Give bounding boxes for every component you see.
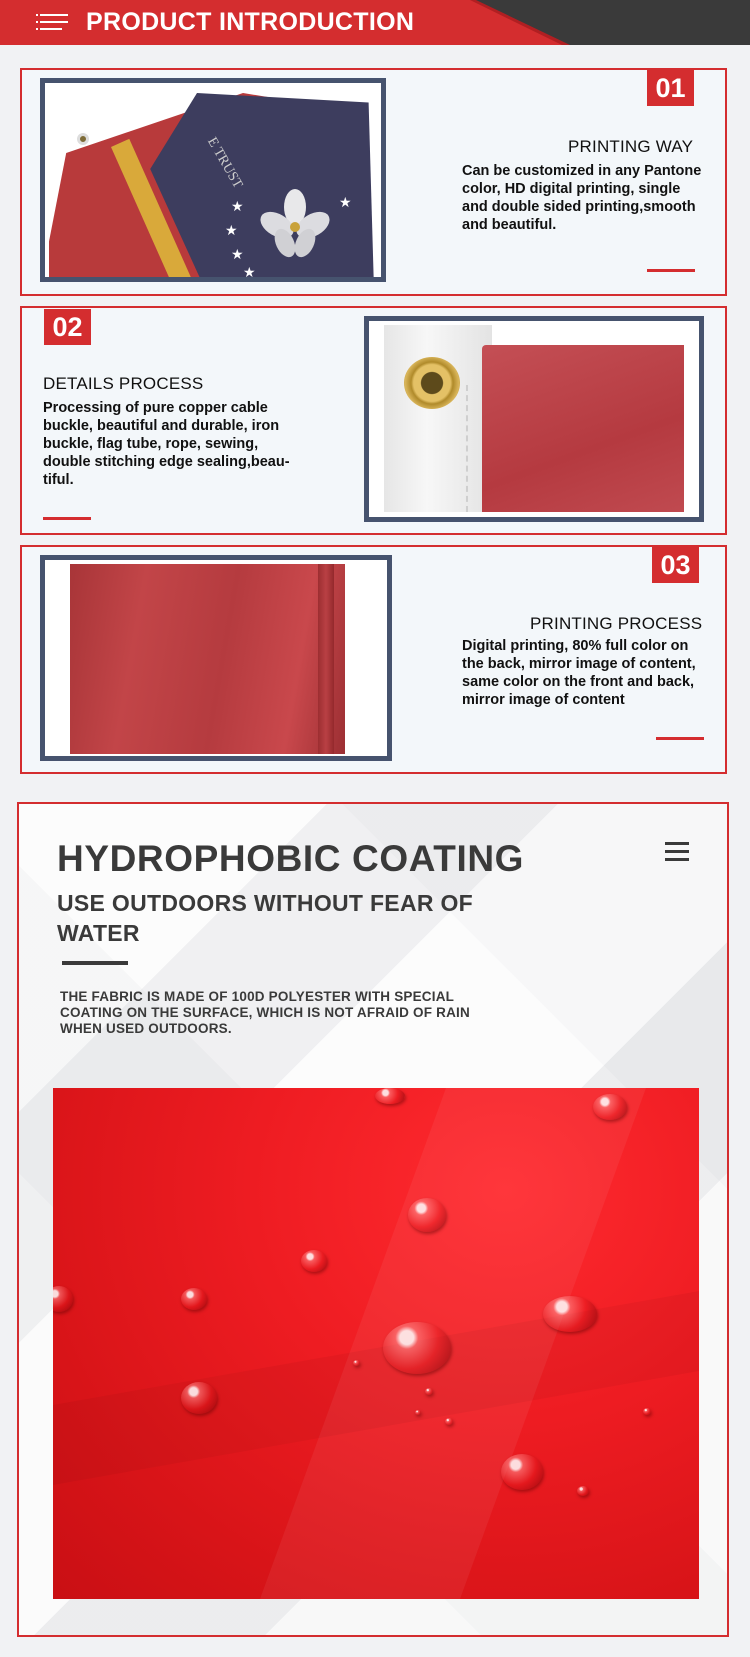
card-heading: DETAILS PROCESS: [43, 374, 204, 393]
page-title: PRODUCT INTRODUCTION: [86, 8, 415, 36]
card-description: Can be customized in any Pantone color, HD digital printing, single and double sided printing,smooth and beautiful.: [462, 163, 702, 233]
card-accent-line: [656, 737, 704, 740]
feature-card-details-process: [20, 306, 727, 535]
page-header: [0, 0, 750, 45]
section-title: HYDROPHOBIC COATING: [57, 838, 525, 879]
water-droplets-on-red-fabric-photo: [53, 1088, 699, 1599]
step-number-badge: 01: [647, 70, 694, 106]
card-accent-line: [43, 517, 91, 520]
grommet-detail-photo: [364, 316, 704, 522]
feature-card-printing-way: [20, 68, 727, 296]
card-description: Digital printing, 80% full color on the back, mirror image of content, same color on the front and back, mirror image of content: [462, 638, 696, 708]
card-accent-line: [647, 269, 695, 272]
flag-photo-text: E TRUST: [204, 135, 246, 192]
flower-emblem-icon: [259, 187, 331, 259]
feature-card-printing-process: [20, 545, 727, 774]
section-subtitle: USE OUTDOORS WITHOUT FEAR OF WATER: [57, 890, 473, 946]
section-divider: [62, 961, 128, 965]
brass-grommet-icon: [404, 357, 460, 409]
hydrophobic-section: [17, 802, 729, 1637]
menu-icon[interactable]: [40, 14, 70, 34]
folded-fabric-photo: [40, 555, 392, 761]
list-icon: [665, 842, 689, 862]
card-heading: PRINTING PROCESS: [530, 614, 703, 633]
step-number-badge: 03: [652, 547, 699, 583]
section-description: THE FABRIC IS MADE OF 100D POLYESTER WITH SPECIAL COATING ON THE SURFACE, WHICH IS NOT AFRAID OF RAIN WHEN USED OUTDOORS.: [60, 989, 470, 1036]
step-number-badge: 02: [44, 309, 91, 345]
card-heading: PRINTING WAY: [568, 137, 694, 156]
card-description: Processing of pure copper cable buckle, beautiful and durable, iron buckle, flag tube, rope, sewing, double stitching edge sealing,beau- tiful.: [43, 400, 290, 488]
printed-flag-photo: E TRUST ★ ★ ★ ★ ★: [40, 78, 386, 282]
